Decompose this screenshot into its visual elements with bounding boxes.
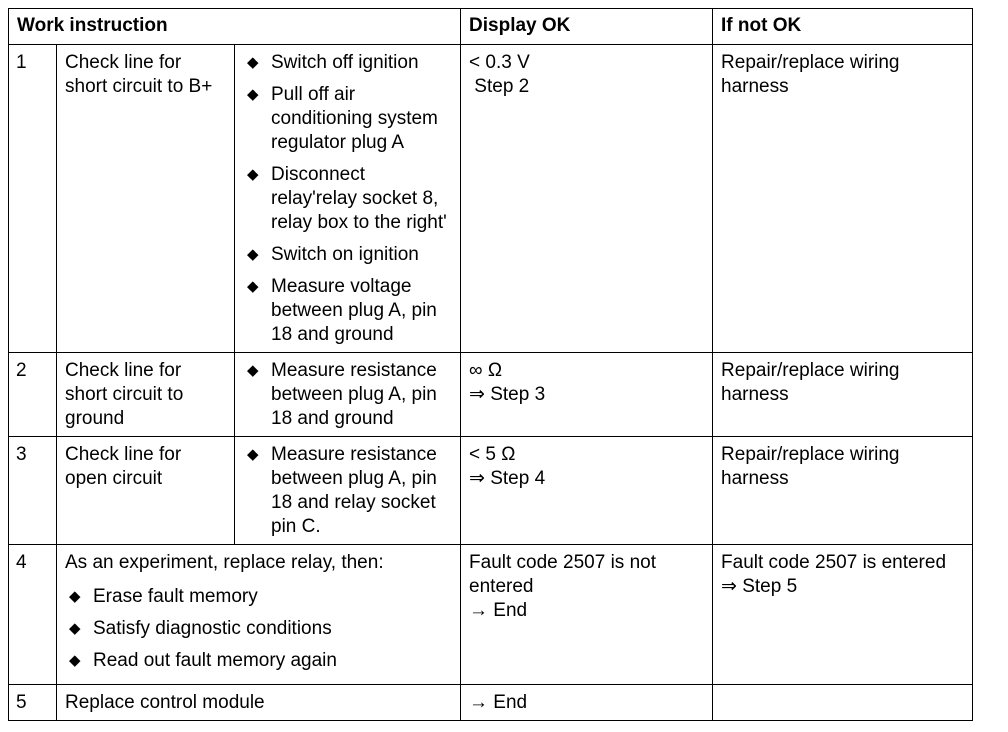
step-text: Measure resistance between plug A, pin 18 and ground: [271, 360, 437, 429]
diamond-bullet-icon: ◆: [247, 166, 259, 183]
diamond-bullet-icon: ◆: [247, 362, 259, 379]
step-number: 2: [9, 353, 57, 437]
list-item: [243, 163, 452, 235]
step-number: 4: [9, 545, 57, 685]
header-if-not-ok: If not OK: [713, 9, 973, 45]
procedure-steps: [57, 545, 461, 685]
diamond-bullet-icon: ◆: [247, 86, 259, 103]
procedure-steps: [235, 45, 461, 353]
step-text: Measure voltage between plug A, pin 18 and ground: [271, 276, 437, 345]
diamond-bullet-icon: ◆: [247, 278, 259, 295]
display-ok-value: ∞ Ω: [469, 360, 503, 381]
display-ok-cell: [461, 685, 713, 721]
if-not-ok-cell: Repair/replace wiring harness: [713, 45, 973, 353]
display-ok-cell: [461, 45, 713, 353]
list-item: [243, 443, 452, 539]
procedure-steps: [235, 353, 461, 437]
step-text: Satisfy diagnostic conditions: [93, 618, 332, 639]
step-text: Measure resistance between plug A, pin 18 and relay socket pin C.: [271, 444, 437, 537]
list-item: [243, 243, 452, 267]
diamond-bullet-icon: ◆: [247, 446, 259, 463]
if-not-ok-cell: [713, 685, 973, 721]
procedure-intro: As an experiment, replace relay, then:: [65, 552, 384, 573]
step-text: Read out fault memory again: [93, 650, 337, 671]
table-row: [9, 685, 973, 721]
display-ok-next-step: → End: [469, 600, 528, 621]
list-item: [65, 649, 452, 673]
diamond-bullet-icon: ◆: [69, 652, 81, 669]
display-ok-next-step: ⇒ Step 4: [469, 468, 546, 489]
step-text: Switch off ignition: [271, 52, 419, 73]
step-text: Pull off air conditioning system regulator plug A: [271, 84, 438, 153]
work-instruction-table: [8, 8, 973, 721]
if-not-ok-cell: [713, 545, 973, 685]
instruction-text: Replace control module: [57, 685, 461, 721]
step-text: Erase fault memory: [93, 586, 258, 607]
procedure-steps: [235, 437, 461, 545]
list-item: [243, 51, 452, 75]
list-item: [65, 617, 452, 641]
diamond-bullet-icon: ◆: [247, 246, 259, 263]
step-text: Disconnect relay'relay socket 8, relay box to the right': [271, 164, 447, 233]
display-ok-cell: [461, 545, 713, 685]
table-row: [9, 437, 973, 545]
step-number: 1: [9, 45, 57, 353]
display-ok-cell: [461, 437, 713, 545]
step-number: 3: [9, 437, 57, 545]
check-description: Check line for open circuit: [57, 437, 235, 545]
step-number: 5: [9, 685, 57, 721]
table-row: [9, 545, 973, 685]
step-text: Switch on ignition: [271, 244, 419, 265]
diamond-bullet-icon: ◆: [247, 54, 259, 71]
display-ok-next-step: Step 2: [469, 76, 530, 97]
display-ok-next-step: → End: [469, 692, 528, 713]
header-work-instruction: Work instruction: [9, 9, 461, 45]
list-item: [243, 275, 452, 347]
display-ok-value: < 5 Ω: [469, 444, 516, 465]
if-not-ok-value: Fault code 2507 is entered: [721, 552, 947, 573]
list-item: [65, 585, 452, 609]
display-ok-cell: [461, 353, 713, 437]
display-ok-next-step: ⇒ Step 3: [469, 384, 546, 405]
header-display-ok: Display OK: [461, 9, 713, 45]
table-header-row: [9, 9, 973, 45]
list-item: [243, 359, 452, 431]
table-row: [9, 45, 973, 353]
diamond-bullet-icon: ◆: [69, 620, 81, 637]
check-description: Check line for short circuit to ground: [57, 353, 235, 437]
if-not-ok-cell: Repair/replace wiring harness: [713, 437, 973, 545]
list-item: [243, 83, 452, 155]
table-row: [9, 353, 973, 437]
display-ok-value: Fault code 2507 is not entered: [469, 552, 656, 597]
display-ok-value: < 0.3 V: [469, 52, 530, 73]
diamond-bullet-icon: ◆: [69, 588, 81, 605]
check-description: Check line for short circuit to B+: [57, 45, 235, 353]
if-not-ok-cell: Repair/replace wiring harness: [713, 353, 973, 437]
if-not-ok-next-step: ⇒ Step 5: [721, 576, 798, 597]
